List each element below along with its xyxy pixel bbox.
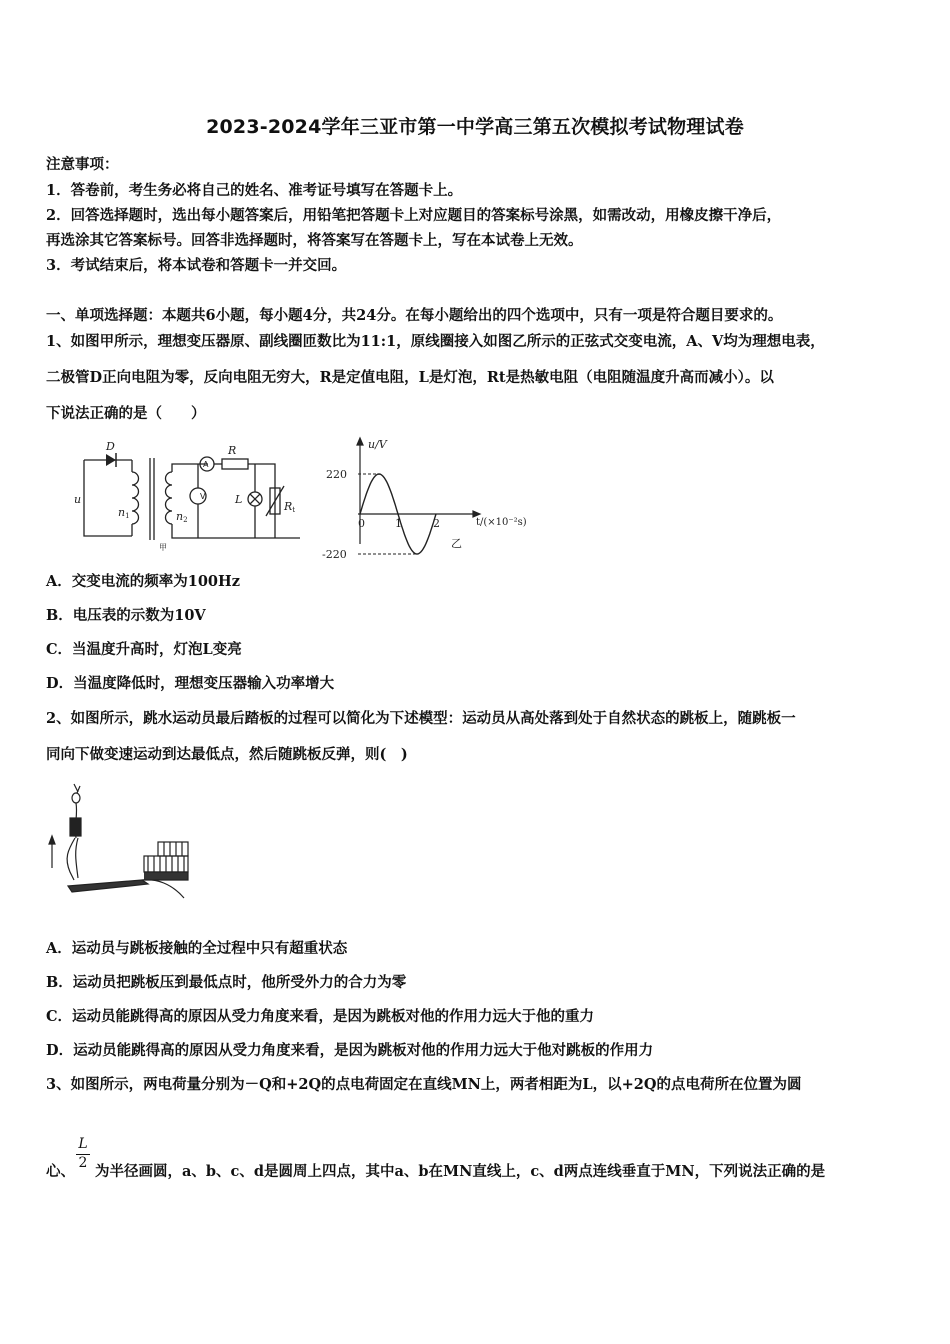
diode-icon [106,453,116,467]
q2-option-d: D．运动员能跳得高的原因从受力角度来看，是因为跳板对他的作用力远大于他对跳板的作用力 [46,1042,654,1059]
circuit-diagram [70,440,310,555]
chart-tick-x2: 2 [433,517,440,530]
chart-tick-x1: 1 [395,517,402,530]
figure-jia-caption: 甲 [159,543,167,552]
chart-x-label: t/(×10⁻²s) [476,517,527,528]
q2-option-a: A．运动员与跳板接触的全过程中只有超重状态 [46,940,348,957]
page-title: 2023-2024学年三亚市第一中学高三第五次模拟考试物理试卷 [206,116,744,138]
label-rt: Rt [284,500,296,514]
voltmeter-icon: V [200,492,206,501]
note-item-1: 1．答卷前，考生务必将自己的姓名、准考证号填写在答题卡上。 [46,182,463,199]
note-item-2: 2．回答选择题时，选出每小题答案后，用铅笔把答题卡上对应题目的答案标号涂黑，如需改动，用橡皮擦干净后， [46,207,782,224]
q2-line-2: 同向下做变速运动到达最低点，然后随跳板反弹，则( ) [46,746,408,763]
q3-fraction-denominator: 2 [78,1155,88,1171]
label-n1: n1 [118,506,130,520]
note-item-2-cont: 再选涂其它答案标号。回答非选择题时，将答案写在答题卡上，写在本试卷上无效。 [46,232,583,249]
voltage-sine-chart [318,436,543,561]
q3-fraction-numerator: L [78,1136,88,1152]
chart-tick-origin: 0 [358,517,365,530]
q1-option-d: D．当温度降低时，理想变压器输入功率增大 [46,675,335,692]
diver-springboard-figure [44,780,192,912]
q2-option-b: B．运动员把跳板压到最低点时，他所受外力的合力为零 [46,974,407,991]
q3-line-1: 3、如图所示，两电荷量分别为－Q和+2Q的点电荷固定在直线MN上，两者相距为L，以+2Q的点电荷所在位置为圆 [46,1076,802,1093]
ammeter-icon: A [203,460,209,469]
q1-option-a: A．交变电流的频率为100Hz [46,573,240,590]
label-r: R [228,444,237,457]
q3-line-2-prefix: 心、 [46,1163,75,1180]
label-u: u [74,493,82,506]
chart-y-label: u/V [368,438,387,451]
label-l: L [235,493,243,506]
label-diode: D [106,440,115,453]
q1-option-b: B．电压表的示数为10V [46,607,206,624]
figure-yi-caption: 乙 [451,537,462,550]
label-n2: n2 [176,510,188,524]
notes-heading: 注意事项： [46,156,119,173]
q1-option-c: C．当温度升高时，灯泡L变亮 [46,641,242,658]
note-item-3: 3．考试结束后，将本试卷和答题卡一并交回。 [46,257,347,274]
chart-tick-y-neg: -220 [322,548,347,561]
q1-line-1: 1、如图甲所示，理想变压器原、副线圈匝数比为11:1，原线圈接入如图乙所示的正弦式交变电流，A、V均为理想电表， [46,333,825,350]
q1-line-2: 二极管D正向电阻为零，反向电阻无穷大，R是定值电阻，L是灯泡，Rt是热敏电阻（电阻随温度升高而减小）。以 [46,369,774,386]
chart-tick-y-pos: 220 [326,468,347,481]
q3-fraction [76,1136,90,1171]
q3-line-2: 为半径画圆，a、b、c、d是圆周上四点，其中a、b在MN直线上，c、d两点连线垂直于MN，下列说法正确的是 [95,1163,826,1180]
q1-line-3: 下说法正确的是（ ） [46,405,206,422]
q2-option-c: C．运动员能跳得高的原因从受力角度来看，是因为跳板对他的作用力远大于他的重力 [46,1008,595,1025]
section-heading: 一、单项选择题：本题共6小题，每小题4分，共24分。在每小题给出的四个选项中，只有一项是符合题目要求的。 [46,307,783,324]
q2-line-1: 2、如图所示，跳水运动员最后踏板的过程可以简化为下述模型：运动员从高处落到处于自然状态的跳板上，随跳板一 [46,710,796,727]
